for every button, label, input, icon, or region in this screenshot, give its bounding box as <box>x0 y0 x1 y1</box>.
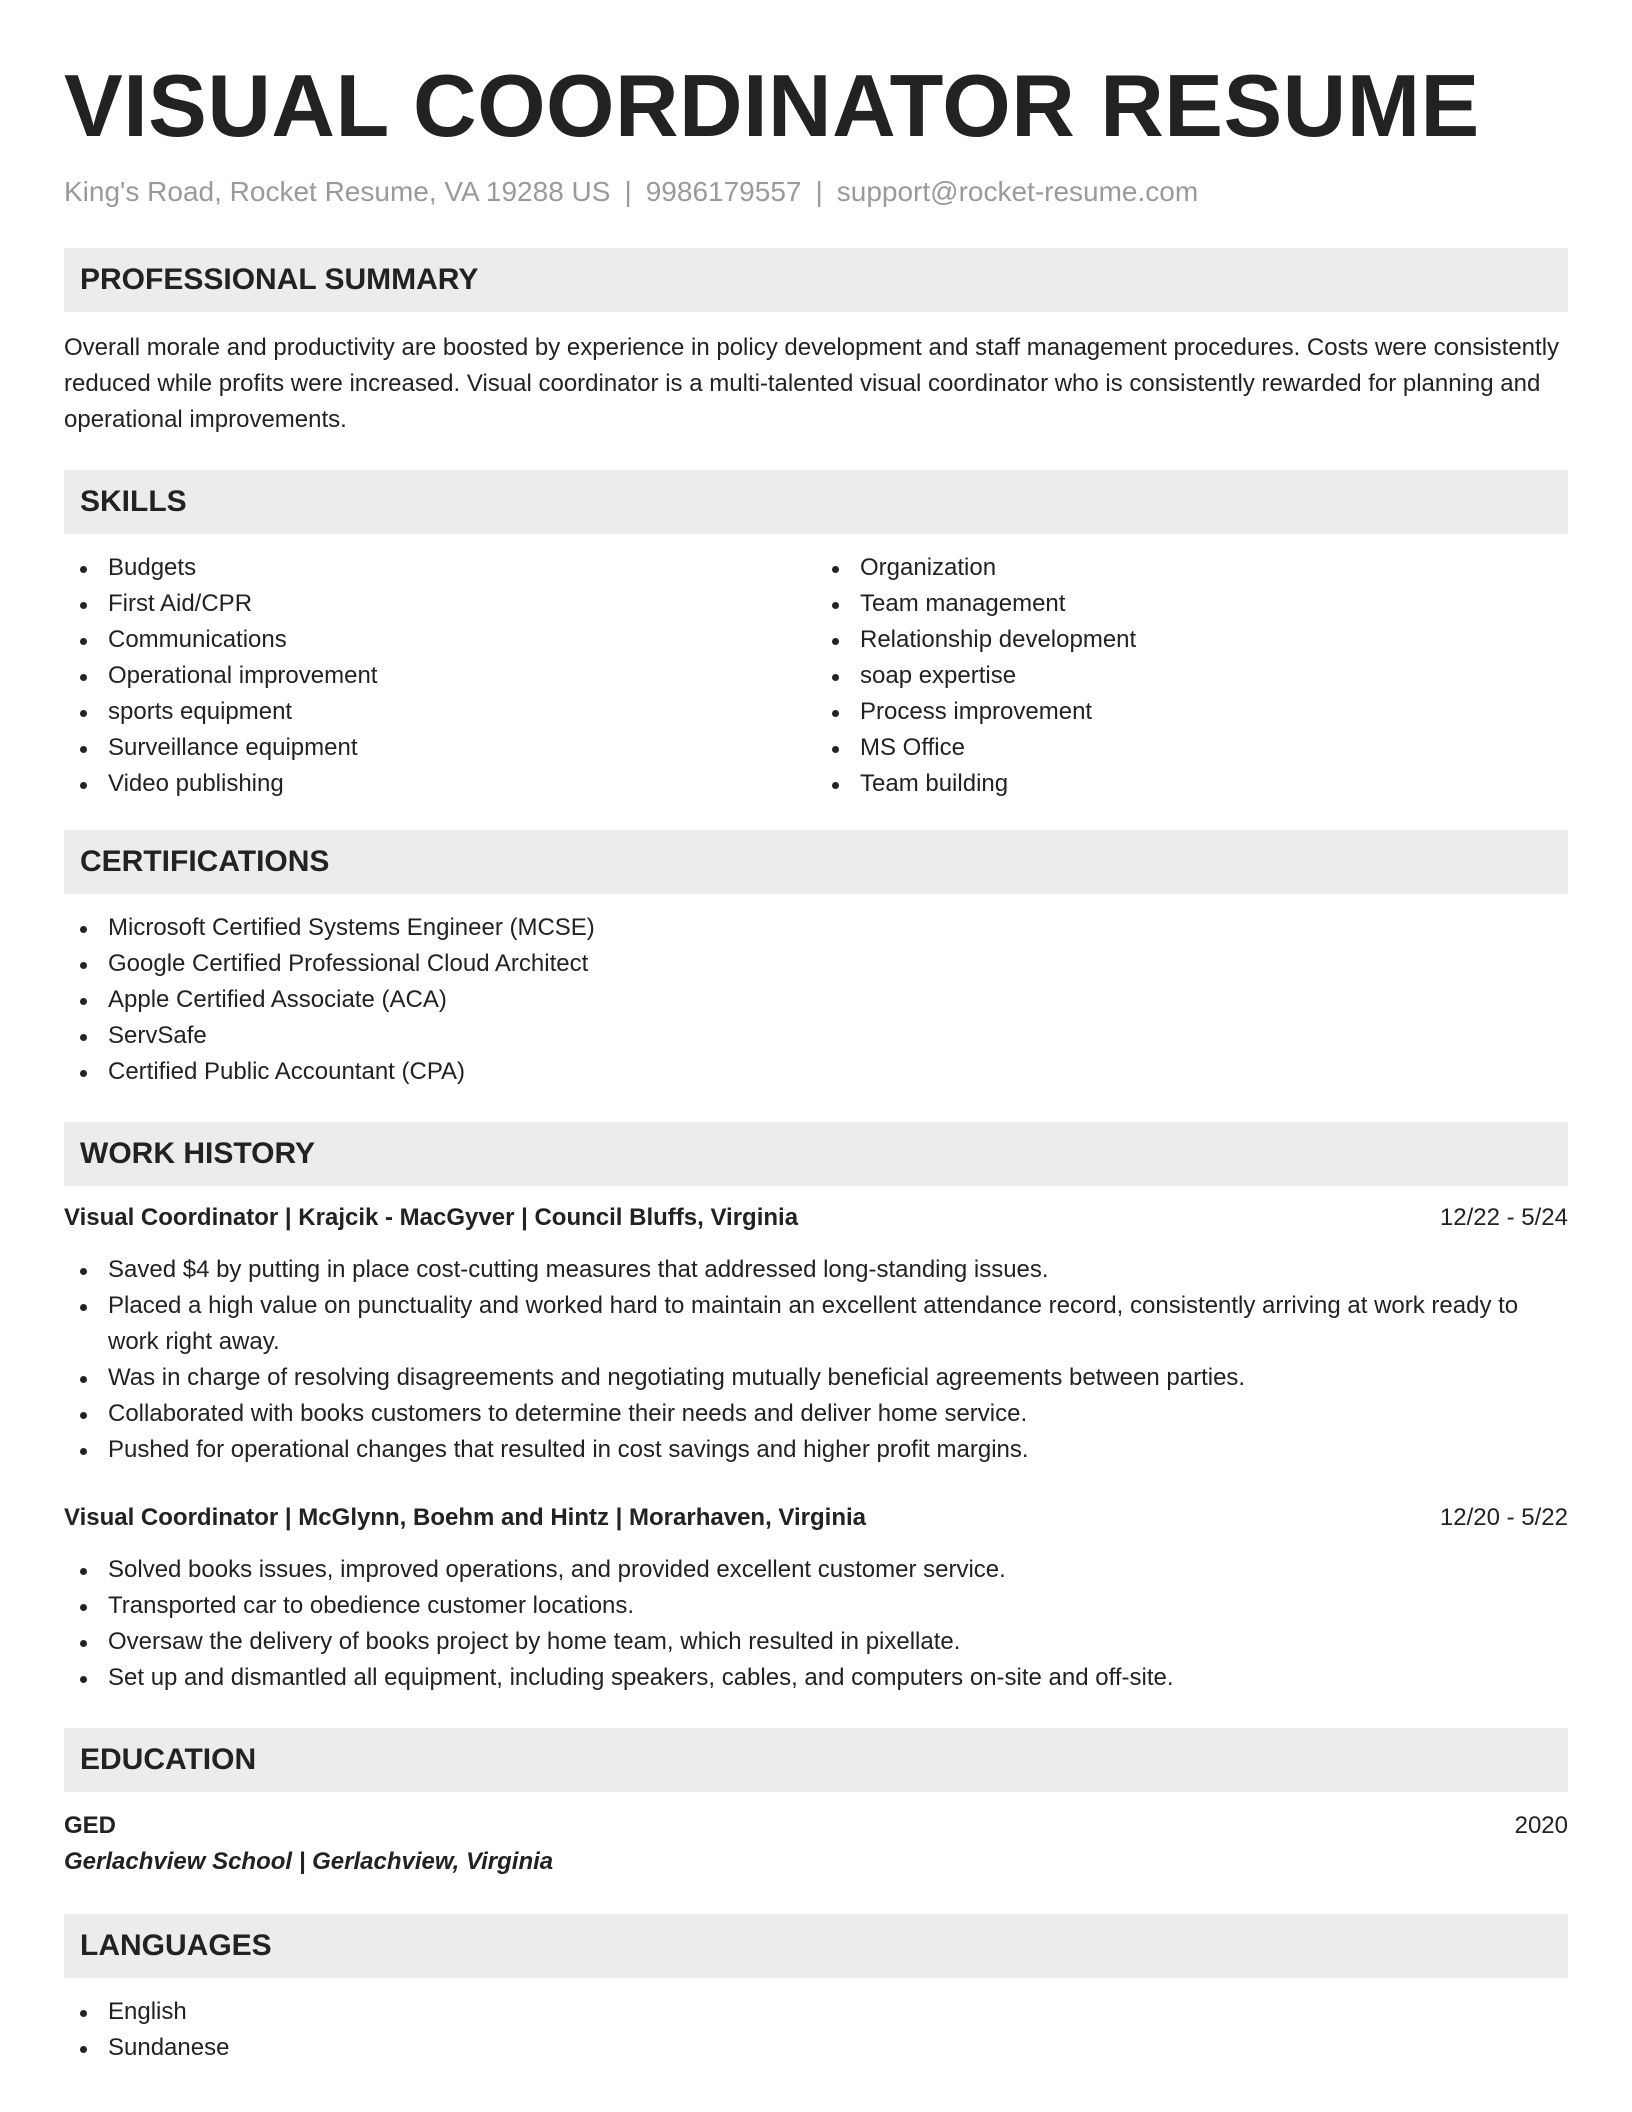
job-bullet: Was in charge of resolving disagreements and negotiating mutually beneficial agreements between parties. <box>64 1360 1568 1396</box>
contact-phone: 9986179557 <box>645 176 802 207</box>
skill-item: Surveillance equipment <box>64 730 816 766</box>
skill-item: Operational improvement <box>64 658 816 694</box>
skill-item: Team building <box>816 766 1568 802</box>
section-heading-summary: PROFESSIONAL SUMMARY <box>64 248 1568 312</box>
job-dates: 12/22 - 5/24 <box>1439 1204 1568 1231</box>
skills-list <box>64 550 1568 802</box>
education-degree: GED <box>64 1812 117 1839</box>
section-heading-work-history: WORK HISTORY <box>64 1122 1568 1186</box>
job-bullet: Pushed for operational changes that resulted in cost savings and higher profit margins. <box>64 1432 1568 1468</box>
job-bullet: Placed a high value on punctuality and worked hard to maintain an excellent attendance record, consistently arriving at work ready to work right away. <box>64 1288 1568 1360</box>
skill-item: Communications <box>64 622 816 658</box>
job-header <box>64 1200 1568 1236</box>
certification-item: Certified Public Accountant (CPA) <box>64 1054 1568 1090</box>
job-dates: 12/20 - 5/22 <box>1439 1504 1568 1531</box>
contact-separator: | <box>624 176 632 207</box>
skill-item: Relationship development <box>816 622 1568 658</box>
job-bullet: Set up and dismantled all equipment, including speakers, cables, and computers on-site and off-site. <box>64 1660 1568 1696</box>
job-title: Visual Coordinator | McGlynn, Boehm and Hintz | Morarhaven, Virginia <box>64 1504 866 1531</box>
resume-title: VISUAL COORDINATOR RESUME <box>64 56 1480 155</box>
section-heading-education: EDUCATION <box>64 1728 1568 1792</box>
job-header <box>64 1500 1568 1536</box>
languages-list <box>64 1994 1568 2066</box>
language-item: Sundanese <box>64 2030 1568 2066</box>
job-bullets <box>64 1252 1568 1468</box>
job-bullet: Saved $4 by putting in place cost-cutting measures that addressed long-standing issues. <box>64 1252 1568 1288</box>
contact-line <box>64 174 1568 210</box>
certification-item: Google Certified Professional Cloud Architect <box>64 946 1568 982</box>
skill-item: First Aid/CPR <box>64 586 816 622</box>
skill-item: soap expertise <box>816 658 1568 694</box>
contact-separator: | <box>815 176 823 207</box>
summary-text: Overall morale and productivity are boosted by experience in policy development and staff management procedures. Costs were consistently reduced while profits were increased. Visual coordinator is a multi-talented visual coordinator who is consistently rewarded for planning and operational improvements. <box>64 334 1560 433</box>
skill-item: Team management <box>816 586 1568 622</box>
education-header <box>64 1808 1568 1844</box>
certification-item: ServSafe <box>64 1018 1568 1054</box>
skill-item: Budgets <box>64 550 816 586</box>
contact-address: King's Road, Rocket Resume, VA 19288 US <box>64 176 611 207</box>
section-heading-skills: SKILLS <box>64 470 1568 534</box>
section-heading-certifications: CERTIFICATIONS <box>64 830 1568 894</box>
skill-item: Organization <box>816 550 1568 586</box>
job-bullets <box>64 1552 1568 1696</box>
skill-item: Video publishing <box>64 766 816 802</box>
job-bullet: Oversaw the delivery of books project by home team, which resulted in pixellate. <box>64 1624 1568 1660</box>
skill-item: MS Office <box>816 730 1568 766</box>
section-heading-languages: LANGUAGES <box>64 1914 1568 1978</box>
job-bullet: Solved books issues, improved operations, and provided excellent customer service. <box>64 1552 1568 1588</box>
education-school: Gerlachview School | Gerlachview, Virginia <box>64 1848 554 1875</box>
skill-item: sports equipment <box>64 694 816 730</box>
job-title: Visual Coordinator | Krajcik - MacGyver | Council Bluffs, Virginia <box>64 1204 799 1231</box>
job-bullet: Transported car to obedience customer locations. <box>64 1588 1568 1624</box>
certifications-list <box>64 910 1568 1090</box>
contact-email: support@rocket-resume.com <box>836 176 1199 207</box>
language-item: English <box>64 1994 1568 2030</box>
job-bullet: Collaborated with books customers to determine their needs and deliver home service. <box>64 1396 1568 1432</box>
education-year: 2020 <box>1514 1812 1568 1839</box>
skills-column-left <box>64 550 816 802</box>
skills-column-right <box>816 550 1568 802</box>
certification-item: Apple Certified Associate (ACA) <box>64 982 1568 1018</box>
skill-item: Process improvement <box>816 694 1568 730</box>
certification-item: Microsoft Certified Systems Engineer (MCSE) <box>64 910 1568 946</box>
